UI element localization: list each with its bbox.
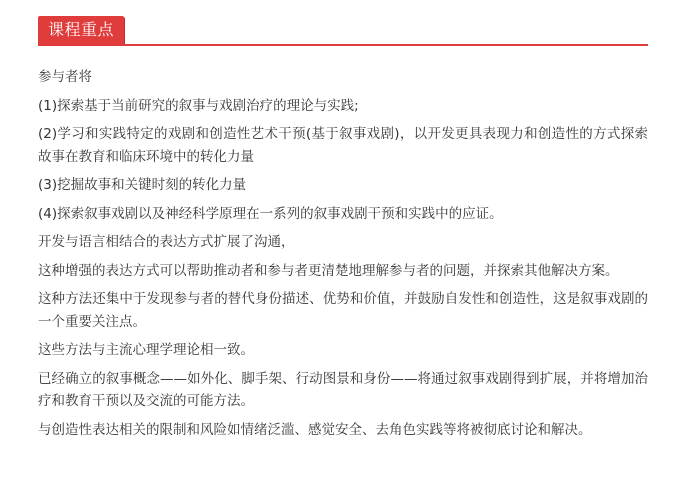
point-2: (2)学习和实践特定的戏剧和创造性艺术干预(基于叙事戏剧)，以开发更具表现力和创造性的方式探索故事在教育和临床环境中的转化力量 (38, 126, 648, 165)
section-header (38, 16, 648, 46)
paragraph-enhanced-expression: 这种增强的表达方式可以帮助推动者和参与者更清楚地理解参与者的问题，并探索其他解决方案。 (38, 262, 619, 279)
point-4: (4)探索叙事戏剧以及神经科学原理在一系列的叙事戏剧干预和实践中的应证。 (38, 205, 503, 222)
paragraph-psychology: 这些方法与主流心理学理论相一致。 (38, 342, 254, 358)
paragraph-identity: 这种方法还集中于发现参与者的替代身份描述、优势和价值，并鼓励自发性和创造性，这是叙事戏剧的一个重要关注点。 (38, 291, 648, 330)
header-divider (38, 44, 648, 46)
paragraph-expression: 开发与语言相结合的表达方式扩展了沟通， (38, 234, 295, 250)
paragraph-narrative-concepts: 已经确立的叙事概念——如外化、脚手架、行动图景和身份——将通过叙事戏剧得到扩展，并将增加治疗和教育干预以及交流的可能方法。 (38, 370, 648, 409)
course-highlights-body (38, 66, 648, 447)
point-1: (1)探索基于当前研究的叙事与戏剧治疗的理论与实践; (38, 97, 359, 114)
section-title: 课程重点 (38, 16, 124, 44)
paragraph-risks: 与创造性表达相关的限制和风险如情绪泛滥、感觉安全、去角色实践等将被彻底讨论和解决。 (38, 421, 592, 438)
point-3: (3)挖掘故事和关键时刻的转化力量 (38, 177, 247, 193)
intro-line: 参与者将 (38, 69, 92, 85)
